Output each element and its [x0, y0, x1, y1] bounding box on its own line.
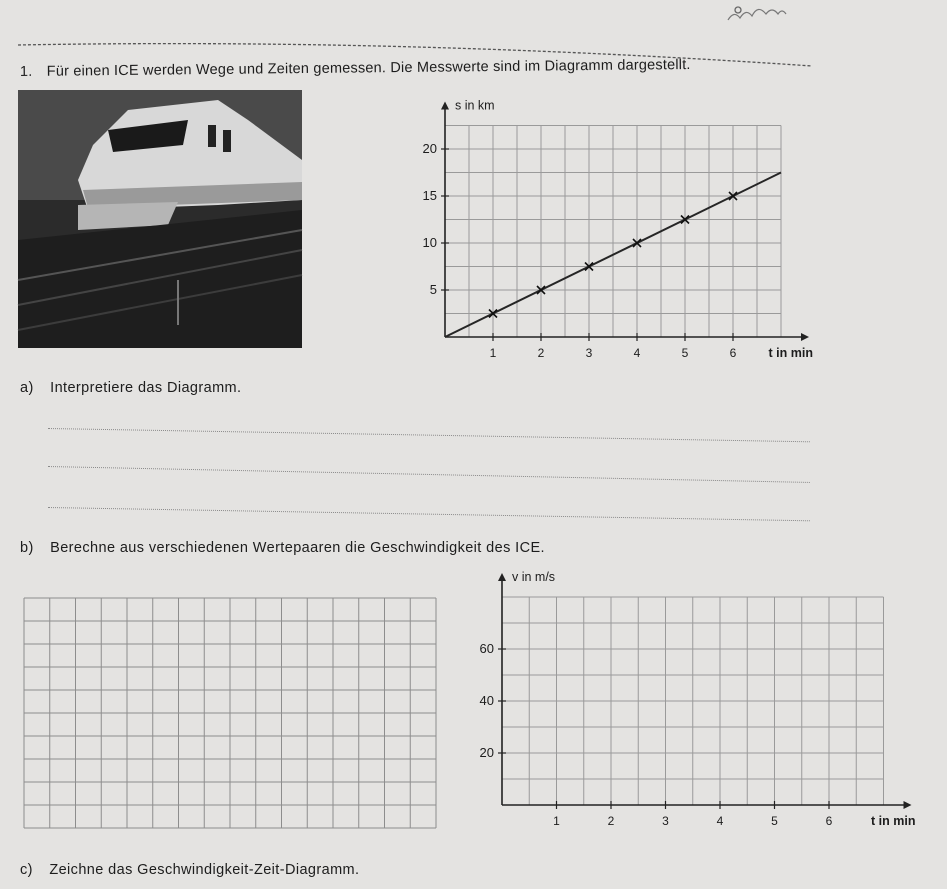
y-tick-label: 40 [479, 693, 494, 708]
x-tick-label: 4 [633, 346, 641, 360]
y-axis-arrow [498, 573, 506, 581]
chart-grid [445, 126, 781, 338]
y-tick-label: 20 [479, 745, 494, 760]
question-b [20, 540, 545, 556]
x-axis-arrow [904, 801, 912, 809]
x-tick-label: 3 [585, 346, 593, 360]
ice-train-illustration [18, 90, 302, 348]
task-intro-text: Für einen ICE werden Wege und Zeiten gemessen. Die Messwerte sind im Diagramm dargestellt. [46, 56, 691, 80]
task-number: 1. [19, 63, 33, 80]
question-a-letter: a) [20, 380, 34, 396]
x-axis-arrow [801, 333, 809, 341]
question-a-text: Interpretiere das Diagramm. [50, 380, 242, 396]
x-tick-label: 1 [489, 346, 497, 360]
y-axis-arrow [441, 102, 449, 110]
y-tick-label: 10 [422, 235, 437, 250]
y-axis-label: s in km [455, 98, 495, 113]
ice-train-photo [18, 90, 302, 348]
y-tick-label: 60 [479, 641, 494, 656]
x-tick-label: 5 [771, 814, 778, 828]
x-tick-label: 1 [553, 814, 560, 828]
y-tick-label: 20 [422, 141, 437, 156]
x-tick-label: 6 [729, 346, 737, 360]
y-tick-label: 15 [422, 188, 437, 203]
question-b-text: Berechne aus verschiedenen Wertepaaren die Geschwindigkeit des ICE. [50, 540, 545, 556]
distance-time-chart [400, 95, 840, 380]
chart-grid [502, 597, 884, 805]
question-c-letter: c) [20, 862, 33, 878]
x-tick-label: 5 [681, 346, 689, 360]
x-axis-label: t in min [768, 346, 813, 360]
x-tick-label: 3 [662, 814, 669, 828]
question-c [20, 862, 359, 878]
answer-line-3[interactable] [48, 507, 810, 521]
x-tick-label: 6 [825, 814, 833, 828]
question-c-text: Zeichne das Geschwindigkeit-Zeit-Diagramm. [49, 862, 360, 878]
calculation-grid[interactable] [22, 590, 442, 835]
x-tick-label: 2 [607, 814, 615, 828]
answer-line-1[interactable] [48, 428, 810, 442]
answer-line-2[interactable] [48, 466, 810, 483]
y-tick-label: 5 [429, 282, 437, 297]
x-axis-label: t in min [871, 814, 916, 828]
x-tick-label: 4 [716, 814, 724, 828]
y-axis-label: v in m/s [512, 570, 556, 584]
question-b-letter: b) [20, 540, 34, 556]
x-tick-label: 2 [537, 346, 545, 360]
velocity-time-chart[interactable] [470, 568, 916, 848]
question-a [20, 380, 241, 396]
